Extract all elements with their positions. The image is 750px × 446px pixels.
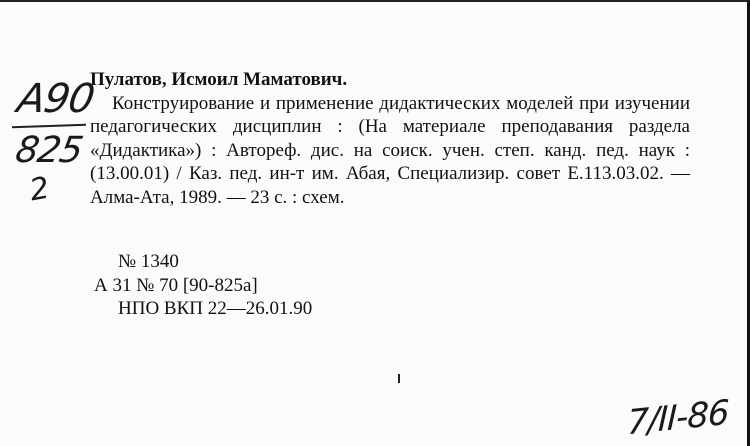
catalog-line: А 31 № 70 [90-825а] <box>94 274 258 296</box>
registration-number: № 1340 <box>118 251 179 272</box>
card-extras <box>94 250 312 321</box>
handwritten-date: 7/II-86 <box>626 392 730 444</box>
organization-line: НПО ВКП 22—26.01.90 <box>118 298 313 319</box>
shelf-mark-copy: 2 <box>27 170 52 209</box>
record-description: Конструирование и применение дидактических моделей при изучении педагогических дисциплин : (На материале преподавания раздела «Дидактика») : Автореф. дис. на соиск. учен. степ. канд. пед. наук : (13.00.01) / Каз. пед. ин-т им. Абая, Специализир. совет Е.113.03.02. — Алма-Ата, 1989. — 23 с. : схем. <box>90 92 690 208</box>
shelf-mark-bottom: 825 <box>12 130 86 171</box>
bibliographic-record <box>90 68 690 209</box>
shelf-mark-top: A90 <box>13 76 98 122</box>
ink-mark <box>398 374 400 383</box>
record-author: Пулатов, Исмоил Маматович. <box>90 69 348 90</box>
shelf-mark-divider <box>12 124 86 129</box>
